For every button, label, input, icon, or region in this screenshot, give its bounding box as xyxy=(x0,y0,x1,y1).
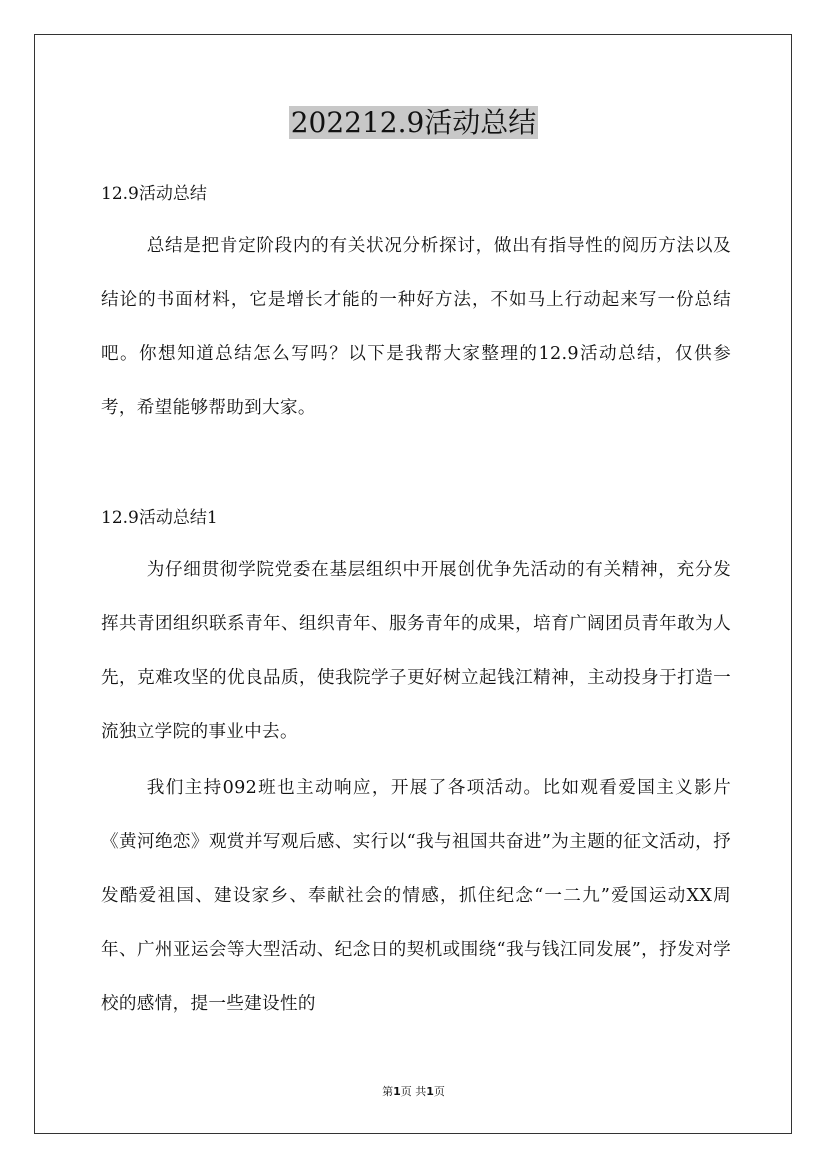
footer-prefix: 第 xyxy=(382,1085,394,1098)
intro-heading: 12.9活动总结 xyxy=(101,184,207,204)
footer-mid: 页 共 xyxy=(400,1085,427,1098)
section1-heading: 12.9活动总结1 xyxy=(101,508,218,528)
page-footer xyxy=(0,1084,827,1100)
document-title xyxy=(0,104,827,142)
document-title-text: 202212.9活动总结 xyxy=(290,106,537,139)
section1-paragraph-2: 我们主持092班也主动响应，开展了各项活动。比如观看爱国主义影片《黄河绝恋》观赏并写观后感、实行以“我与祖国共奋进”为主题的征文活动，抒发酷爱祖国、建设家乡、奉献社会的情感，抓住纪念“一二九”爱国运动XX周年、广州亚运会等大型活动、纪念日的契机或围绕“我与钱江同发展”，抒发对学校的感情，提一些建设性的 xyxy=(101,778,731,1014)
intro-paragraph: 总结是把肯定阶段内的有关状况分析探讨，做出有指导性的阅历方法以及结论的书面材料，它是增长才能的一种好方法，不如马上行动起来写一份总结吧。你想知道总结怎么写吗？以下是我帮大家整理的12.9活动总结，仅供参考，希望能够帮助到大家。 xyxy=(101,236,731,418)
section1-paragraph-1: 为仔细贯彻学院党委在基层组织中开展创优争先活动的有关精神，充分发挥共青团组织联系青年、组织青年、服务青年的成果，培育广阔团员青年敢为人先，克难攻坚的优良品质，使我院学子更好树立起钱江精神，主动投身于打造一流独立学院的事业中去。 xyxy=(101,560,731,742)
footer-page-number: 1 xyxy=(393,1085,401,1098)
footer-page-total: 1 xyxy=(426,1085,434,1098)
footer-suffix: 页 xyxy=(433,1085,445,1098)
